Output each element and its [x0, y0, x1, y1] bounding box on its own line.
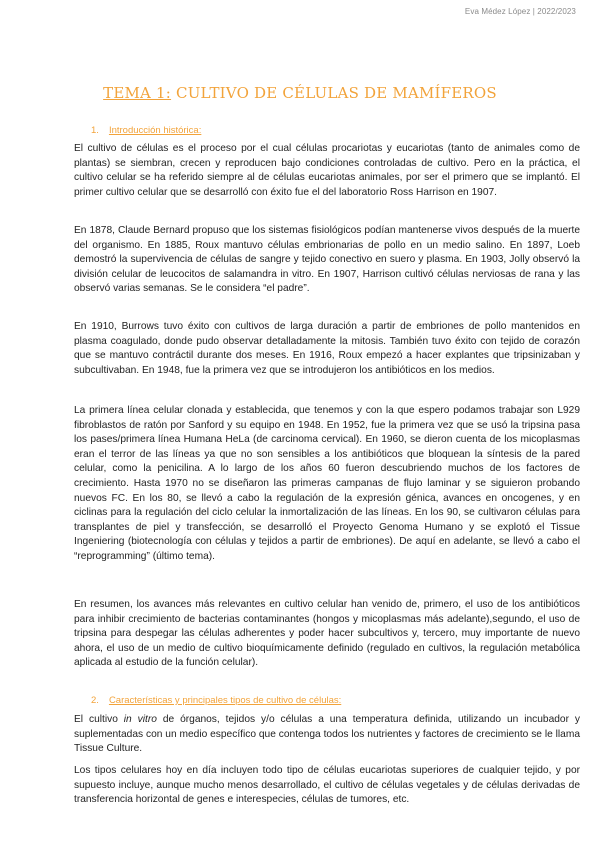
paragraph-6-italic: in vitro: [123, 714, 157, 725]
paragraph-6-end: de órganos, tejidos y/o células a una temperatura definida, utilizando un incubador y suplementadas con un medio específico que contenga todos los nutrientes y factores de crecimiento se le llama Tissue Culture.: [74, 714, 580, 755]
section-number: 1.: [91, 125, 99, 136]
section-number: 2.: [91, 695, 99, 706]
title-text: CULTIVO DE CÉLULAS DE MAMÍFEROS: [176, 84, 497, 102]
page-title: [0, 82, 600, 104]
paragraph-1: El cultivo de células es el proceso por el cual células procariotas y eucariotas (tanto de animales como de plantas) se siembran, crecen y reproducen bajo condiciones controladas de cultivo. Pero en la práctica, el cultivo celular se ha referido siempre al de células eucariotas animales, por ser el primero que se implantó. El primer cultivo celular que se desarrolló con éxito fue el del laboratorio Ross Harrison en 1907.: [74, 143, 580, 198]
paragraph-6: [74, 713, 580, 757]
page-header-author: Eva Médez López | 2022/2023: [464, 7, 576, 16]
paragraph-6-start: El cultivo: [74, 714, 124, 725]
section-label: Introducción histórica:: [108, 125, 202, 136]
paragraph-4: La primera línea celular clonada y establecida, que tenemos y con la que espero podamos trabajar son L929 fibroblastos de ratón por Sanford y su equipo en 1948. En 1952, fue la primera vez que se usó la tripsina pasa los pases/primera línea Humana HeLa (de carcinoma cervical). En 1960, se dieron cuenta de los micoplasmas eran el terror de las líneas ya que no son sensibles a los antibióticos que bloquean la síntesis de la pared celular, como la penicilina. A lo largo de los años 60 fueron descubriendo muchos de los factores de crecimiento. Hasta 1970 no se diseñaron las primeras campanas de flujo laminar y se siguieron probando nuevos FC. En los 80, se llevó a cabo la regulación de la expresión génica, avances en oncogenes, y en ciclinas para la regulación del ciclo celular la inmortalización de las líneas. En los 90, se cultivaron células para transplantes de piel y transfección, se desarrolló el Proyecto Genoma Humano y se explotó el Tissue Ingeniering (biotecnología con células y tejidos a partir de embriones). De aquí en adelante, se llevó a cabo el “reprogramming” (último tema).: [74, 405, 580, 562]
section-heading-2: [91, 694, 341, 707]
paragraph-2: En 1878, Claude Bernard propuso que los sistemas fisiológicos podían mantenerse vivos después de la muerte del organismo. En 1885, Roux mantuvo células embrionarias de pollo en un medio salino. En 1897, Loeb demostró la supervivencia de células de sangre y tejido conectivo en suero y plasma. En 1903, Jolly observó la división celular de leucocitos de salamandra in vitro. En 1907, Harrison cultivó células nerviosas de rana y las observó varias semanas. Se le considera “el padre”.: [74, 225, 580, 295]
paragraph-5: En resumen, los avances más relevantes en cultivo celular han venido de, primero, el uso de los antibióticos para inhibir crecimiento de bacterias contaminantes (hongos y micoplasmas más adelante),segundo, el uso de tripsina para despegar las células adherentes y poder hacer subcultivos y, tercero, muy importante de nuevo ahora, el uso de un medio de cultivo bioquímicamente definido (regulado en cultivos, la regulación metabólica aplicada al estudio de la función celular).: [74, 599, 580, 669]
paragraph-7: Los tipos celulares hoy en día incluyen todo tipo de células eucariotas superiores de cualquier tejido, y por supuesto incluye, aunque mucho menos desarrollado, el cultivo de células vegetales y de células derivadas de transferencia horizontal de genes e interespecies, células de tumores, etc.: [74, 765, 580, 806]
paragraph-3: En 1910, Burrows tuvo éxito con cultivos de larga duración a partir de embriones de pollo mantenidos en plasma coagulado, donde pudo observar detalladamente la mitosis. También tuvo éxito con tejido de corazón que se mantuvo contráctil durante dos meses. En 1916, Roux empezó a hacer explantes que tripsinizaban y subcultivaban. En 1948, fue la primera vez que se introdujeron los antibióticos en los medios.: [74, 321, 580, 376]
title-number: TEMA 1:: [103, 84, 172, 102]
section-label: Características y principales tipos de cultivo de células:: [108, 695, 342, 706]
section-heading-1: [91, 124, 201, 137]
